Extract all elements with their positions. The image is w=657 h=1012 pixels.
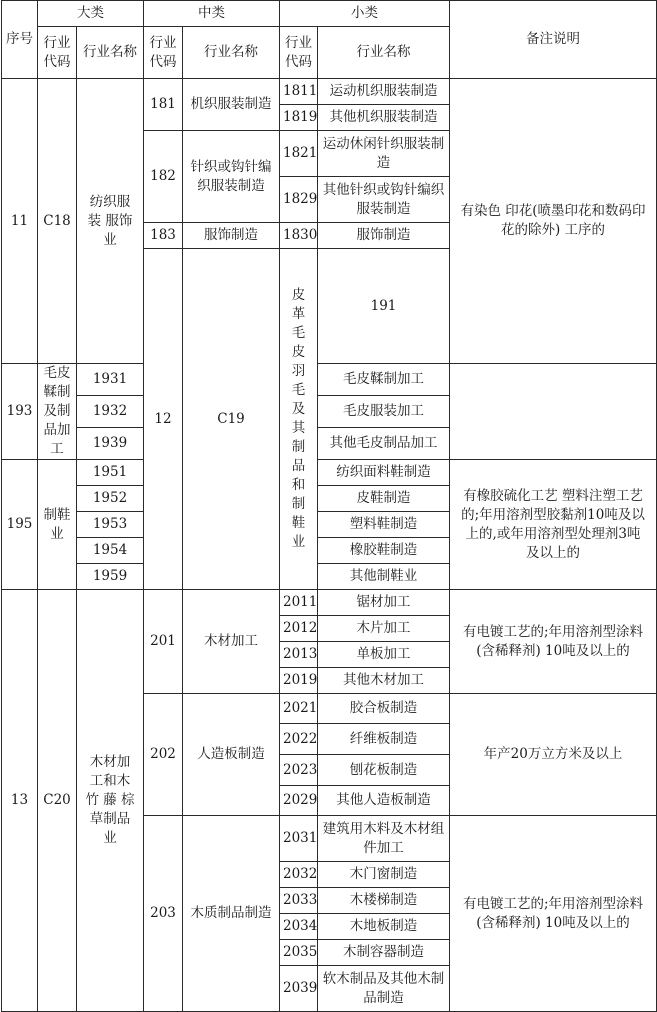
mid-name-cell: 木材加工 [183,590,280,694]
big-name-cell: 皮革 毛皮 羽毛及其制品和制鞋业 [280,249,318,590]
remark-cell: 有电镀工艺的;年用溶剂型涂料(含稀释剂) 10吨及以上的 [450,816,657,1012]
small-name-cell: 皮鞋制造 [318,486,450,512]
small-name-cell: 纺织面料鞋制造 [318,460,450,486]
mid-code-cell: 201 [144,590,183,694]
mid-code-cell: 182 [144,131,183,223]
small-code-cell: 2012 [280,616,318,642]
small-name-cell: 木楼梯制造 [318,888,450,914]
mid-name-cell: 毛皮鞣制及制品加工 [38,364,77,460]
small-code-cell: 1939 [77,428,144,460]
seq-cell: 11 [2,79,38,364]
big-code-cell: C20 [38,590,77,1012]
small-code-cell: 1819 [280,105,318,131]
small-name-cell: 建筑用木料及木材组件加工 [318,816,450,862]
remark-cell: 有橡胶硫化工艺 塑料注塑工艺的;年用溶剂型胶黏剂10吨及以上的,或年用溶剂型处理剂3吨及以上的 [450,460,657,590]
small-name-cell: 木制容器制造 [318,940,450,966]
small-name-cell: 服饰制造 [318,223,450,249]
small-name-cell: 橡胶鞋制造 [318,538,450,564]
mid-code-cell: 203 [144,816,183,1012]
small-code-cell: 2034 [280,914,318,940]
header-small-name: 行业名称 [318,27,450,79]
small-code-cell: 1830 [280,223,318,249]
seq-cell: 12 [144,249,183,590]
small-name-cell: 其他人造板制造 [318,786,450,816]
table-row [2,428,657,460]
big-code-cell: C18 [38,79,77,364]
table-row [2,364,657,396]
small-name-cell: 运动休闲针织服装制造 [318,131,450,177]
header-big-name: 行业名称 [77,27,144,79]
small-code-cell: 2011 [280,590,318,616]
mid-code-cell: 193 [2,364,38,460]
mid-name-cell: 机织服装制造 [183,79,280,131]
small-code-cell: 2032 [280,862,318,888]
small-code-cell: 1821 [280,131,318,177]
mid-name-cell: 针织或钩针编织服装制造 [183,131,280,223]
small-code-cell: 2021 [280,694,318,724]
header-big-category: 大类 [38,1,144,27]
small-name-cell: 运动机织服装制造 [318,79,450,105]
industry-classification-table [1,0,657,1012]
table-row [2,460,657,486]
small-code-cell: 2023 [280,755,318,786]
header-mid-category: 中类 [144,1,280,27]
small-code-cell: 2013 [280,642,318,668]
seq-cell: 13 [2,590,38,1012]
small-name-cell: 锯材加工 [318,590,450,616]
small-name-cell: 纤维板制造 [318,724,450,755]
small-name-cell: 毛皮鞣制加工 [318,364,450,396]
small-name-cell: 木片加工 [318,616,450,642]
small-name-cell: 软木制品及其他木制品制造 [318,966,450,1012]
small-code-cell: 1952 [77,486,144,512]
small-name-cell: 其他机织服装制造 [318,105,450,131]
mid-code-cell: 195 [2,460,38,590]
small-code-cell: 2029 [280,786,318,816]
mid-name-cell: 木质制品制造 [183,816,280,1012]
header-small-code: 行业代码 [280,27,318,79]
small-name-cell: 其他针织或钩针编织服装制造 [318,177,450,223]
header-small-category: 小类 [280,1,450,27]
small-code-cell: 1829 [280,177,318,223]
header-mid-code: 行业代码 [144,27,183,79]
remark-cell: 有电镀工艺的;年用溶剂型涂料(含稀释剂) 10吨及以上的 [450,590,657,694]
header-mid-name: 行业名称 [183,27,280,79]
mid-name-cell: 服饰制造 [183,223,280,249]
small-name-cell: 刨花板制造 [318,755,450,786]
small-code-cell: 2033 [280,888,318,914]
mid-code-cell: 183 [144,223,183,249]
table-row [2,396,657,428]
small-code-cell: 2019 [280,668,318,694]
header-seq: 序号 [2,1,38,79]
small-name-cell: 单板加工 [318,642,450,668]
table-row [2,590,657,616]
small-name-cell: 其他木材加工 [318,668,450,694]
small-code-cell: 2039 [280,966,318,1012]
table-row [2,79,657,105]
mid-name-cell: 人造板制造 [183,694,280,816]
small-name-cell: 毛皮服装加工 [318,396,450,428]
small-code-cell: 1953 [77,512,144,538]
big-name-cell: 木材加工和木 竹 藤 棕 草制品业 [77,590,144,1012]
mid-name-cell: 制鞋业 [38,460,77,590]
big-code-cell: C19 [183,249,280,590]
small-name-cell: 胶合板制造 [318,694,450,724]
small-name-cell: 其他毛皮制品加工 [318,428,450,460]
remark-cell: 年产20万立方米及以上 [450,694,657,816]
small-code-cell: 1811 [280,79,318,105]
small-code-cell: 2031 [280,816,318,862]
small-code-cell: 1932 [77,396,144,428]
header-remark: 备注说明 [450,1,657,79]
big-name-cell: 纺织服装 服饰业 [77,79,144,364]
small-code-cell: 1931 [77,364,144,396]
mid-code-cell: 202 [144,694,183,816]
header-big-code: 行业代码 [38,27,77,79]
small-name-cell: 其他制鞋业 [318,564,450,590]
small-name-cell: 木地板制造 [318,914,450,940]
mid-code-cell: 191 [318,249,450,364]
small-code-cell: 1954 [77,538,144,564]
remark-cell: 有染色 印花(喷墨印花和数码印花的除外) 工序的 [450,79,657,364]
small-code-cell: 1959 [77,564,144,590]
small-code-cell: 2035 [280,940,318,966]
small-code-cell: 1951 [77,460,144,486]
mid-code-cell: 181 [144,79,183,131]
small-name-cell: 木门窗制造 [318,862,450,888]
small-code-cell: 2022 [280,724,318,755]
small-name-cell: 塑料鞋制造 [318,512,450,538]
